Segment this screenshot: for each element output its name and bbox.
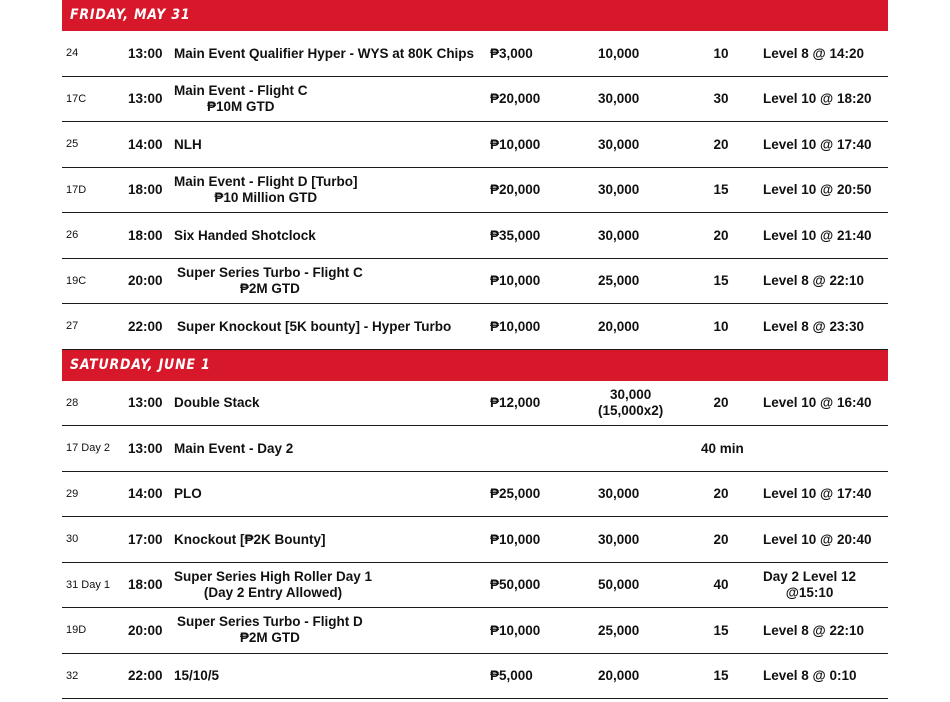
event-number: 17 Day 2 <box>66 442 111 455</box>
event-name <box>177 259 363 304</box>
table-row <box>62 608 888 654</box>
starting-chips: 25,000 <box>598 273 640 289</box>
buy-in: ₱25,000 <box>490 486 541 502</box>
level-length: 15 <box>713 273 729 289</box>
event-name: Knockout [₱2K Bounty] <box>174 531 326 547</box>
start-time: 14:00 <box>128 486 163 502</box>
start-time: 13:00 <box>128 45 163 61</box>
event-guarantee: ₱10M GTD <box>206 98 275 114</box>
starting-chips: 20,000 <box>598 318 640 334</box>
chips-amount: 30,000 <box>610 386 652 402</box>
table-row <box>62 517 888 563</box>
level-length: 15 <box>713 622 729 638</box>
event-name <box>177 608 363 653</box>
event-guarantee: ₱2M GTD <box>239 630 300 646</box>
starting-chips: 30,000 <box>598 182 640 198</box>
start-time: 17:00 <box>128 531 163 547</box>
starting-chips: 30,000 <box>598 136 640 152</box>
starting-chips <box>598 381 663 426</box>
event-name: Super Knockout [5K bounty] - Hyper Turbo <box>177 318 452 334</box>
event-title: Main Event - Flight C <box>174 82 308 98</box>
event-number: 30 <box>66 533 79 546</box>
late-registration: Level 10 @ 16:40 <box>763 395 872 411</box>
event-name: Main Event Qualifier Hyper - WYS at 80K Chips <box>174 45 475 61</box>
day-header-friday: FRIDAY, MAY 31 <box>62 0 888 31</box>
starting-chips: 10,000 <box>598 45 640 61</box>
event-name: Six Handed Shotclock <box>174 227 316 243</box>
start-time: 13:00 <box>128 91 163 107</box>
late-registration: Level 10 @ 18:20 <box>763 91 872 107</box>
level-length: 15 <box>713 182 729 198</box>
late-registration: Level 8 @ 22:10 <box>763 622 864 638</box>
event-number: 27 <box>66 320 79 333</box>
level-length: 20 <box>713 395 729 411</box>
buy-in: ₱10,000 <box>490 622 541 638</box>
buy-in: ₱12,000 <box>490 395 541 411</box>
event-title: Super Series Turbo - Flight C <box>177 264 363 280</box>
event-number: 29 <box>66 487 79 500</box>
buy-in: ₱3,000 <box>490 45 533 61</box>
start-time: 13:00 <box>128 395 163 411</box>
buy-in: ₱5,000 <box>490 668 533 684</box>
buy-in: ₱20,000 <box>490 91 541 107</box>
event-name: Main Event - Day 2 <box>174 440 294 456</box>
event-number: 24 <box>66 47 79 60</box>
late-registration: Level 10 @ 20:50 <box>763 182 872 198</box>
event-name: PLO <box>174 486 202 502</box>
starting-chips: 50,000 <box>598 577 640 593</box>
late-registration <box>763 563 856 608</box>
starting-chips: 30,000 <box>598 531 640 547</box>
event-number: 17C <box>66 92 87 105</box>
event-name: NLH <box>174 136 202 152</box>
buy-in: ₱10,000 <box>490 531 541 547</box>
level-length: 40 min <box>701 440 744 456</box>
table-row <box>62 213 888 259</box>
start-time: 22:00 <box>128 318 163 334</box>
table-row <box>62 654 888 700</box>
table-row <box>62 122 888 168</box>
level-length: 20 <box>713 136 729 152</box>
table-row <box>62 304 888 350</box>
table-row <box>62 77 888 123</box>
buy-in: ₱10,000 <box>490 136 541 152</box>
event-title: Main Event - Flight D [Turbo] <box>174 173 358 189</box>
event-number: 25 <box>66 138 79 151</box>
event-guarantee: ₱10 Million GTD <box>214 189 318 205</box>
event-number: 31 Day 1 <box>66 578 111 591</box>
chips-breakdown: (15,000x2) <box>598 402 664 418</box>
starting-chips: 30,000 <box>598 486 640 502</box>
level-length: 10 <box>713 318 729 334</box>
starting-chips: 30,000 <box>598 91 640 107</box>
event-number: 17D <box>66 183 87 196</box>
late-registration: Level 10 @ 21:40 <box>763 227 872 243</box>
event-title: Super Series Turbo - Flight D <box>177 614 363 630</box>
table-row <box>62 426 888 472</box>
starting-chips: 25,000 <box>598 622 640 638</box>
event-name: Double Stack <box>174 395 260 411</box>
late-registration: Level 8 @ 14:20 <box>763 45 864 61</box>
late-registration: Level 10 @ 17:40 <box>763 486 872 502</box>
late-reg-line1: Day 2 Level 12 <box>763 568 857 584</box>
late-registration: Level 10 @ 17:40 <box>763 136 872 152</box>
buy-in: ₱20,000 <box>490 182 541 198</box>
table-row <box>62 31 888 77</box>
event-title: Super Series High Roller Day 1 <box>174 568 373 584</box>
event-name <box>174 77 308 122</box>
event-number: 19D <box>66 624 87 637</box>
buy-in: ₱35,000 <box>490 227 541 243</box>
table-row <box>62 259 888 305</box>
level-length: 40 <box>713 577 729 593</box>
start-time: 18:00 <box>128 227 163 243</box>
event-number: 19C <box>66 274 87 287</box>
level-length: 30 <box>713 91 729 107</box>
table-row <box>62 563 888 609</box>
late-reg-line2: @15:10 <box>785 584 834 600</box>
level-length: 20 <box>713 227 729 243</box>
late-registration: Level 8 @ 23:30 <box>763 318 864 334</box>
tournament-schedule <box>62 0 888 699</box>
start-time: 20:00 <box>128 622 163 638</box>
event-guarantee: ₱2M GTD <box>239 280 300 296</box>
starting-chips: 30,000 <box>598 227 640 243</box>
start-time: 13:00 <box>128 440 163 456</box>
level-length: 20 <box>713 531 729 547</box>
event-name <box>174 563 372 608</box>
table-row <box>62 381 888 427</box>
start-time: 18:00 <box>128 577 163 593</box>
event-subtitle: (Day 2 Entry Allowed) <box>203 584 343 600</box>
table-row <box>62 472 888 518</box>
buy-in: ₱10,000 <box>490 273 541 289</box>
event-number: 32 <box>66 669 79 682</box>
late-registration: Level 10 @ 20:40 <box>763 531 872 547</box>
start-time: 22:00 <box>128 668 163 684</box>
start-time: 20:00 <box>128 273 163 289</box>
buy-in: ₱50,000 <box>490 577 541 593</box>
event-number: 26 <box>66 229 79 242</box>
level-length: 20 <box>713 486 729 502</box>
event-name: 15/10/5 <box>174 668 220 684</box>
day-header-saturday: SATURDAY, JUNE 1 <box>62 350 888 381</box>
event-name <box>174 168 357 213</box>
late-registration: Level 8 @ 22:10 <box>763 273 864 289</box>
late-registration: Level 8 @ 0:10 <box>763 668 857 684</box>
starting-chips: 20,000 <box>598 668 640 684</box>
level-length: 10 <box>713 45 729 61</box>
event-number: 28 <box>66 396 79 409</box>
level-length: 15 <box>713 668 729 684</box>
buy-in: ₱10,000 <box>490 318 541 334</box>
table-row <box>62 168 888 214</box>
start-time: 18:00 <box>128 182 163 198</box>
start-time: 14:00 <box>128 136 163 152</box>
